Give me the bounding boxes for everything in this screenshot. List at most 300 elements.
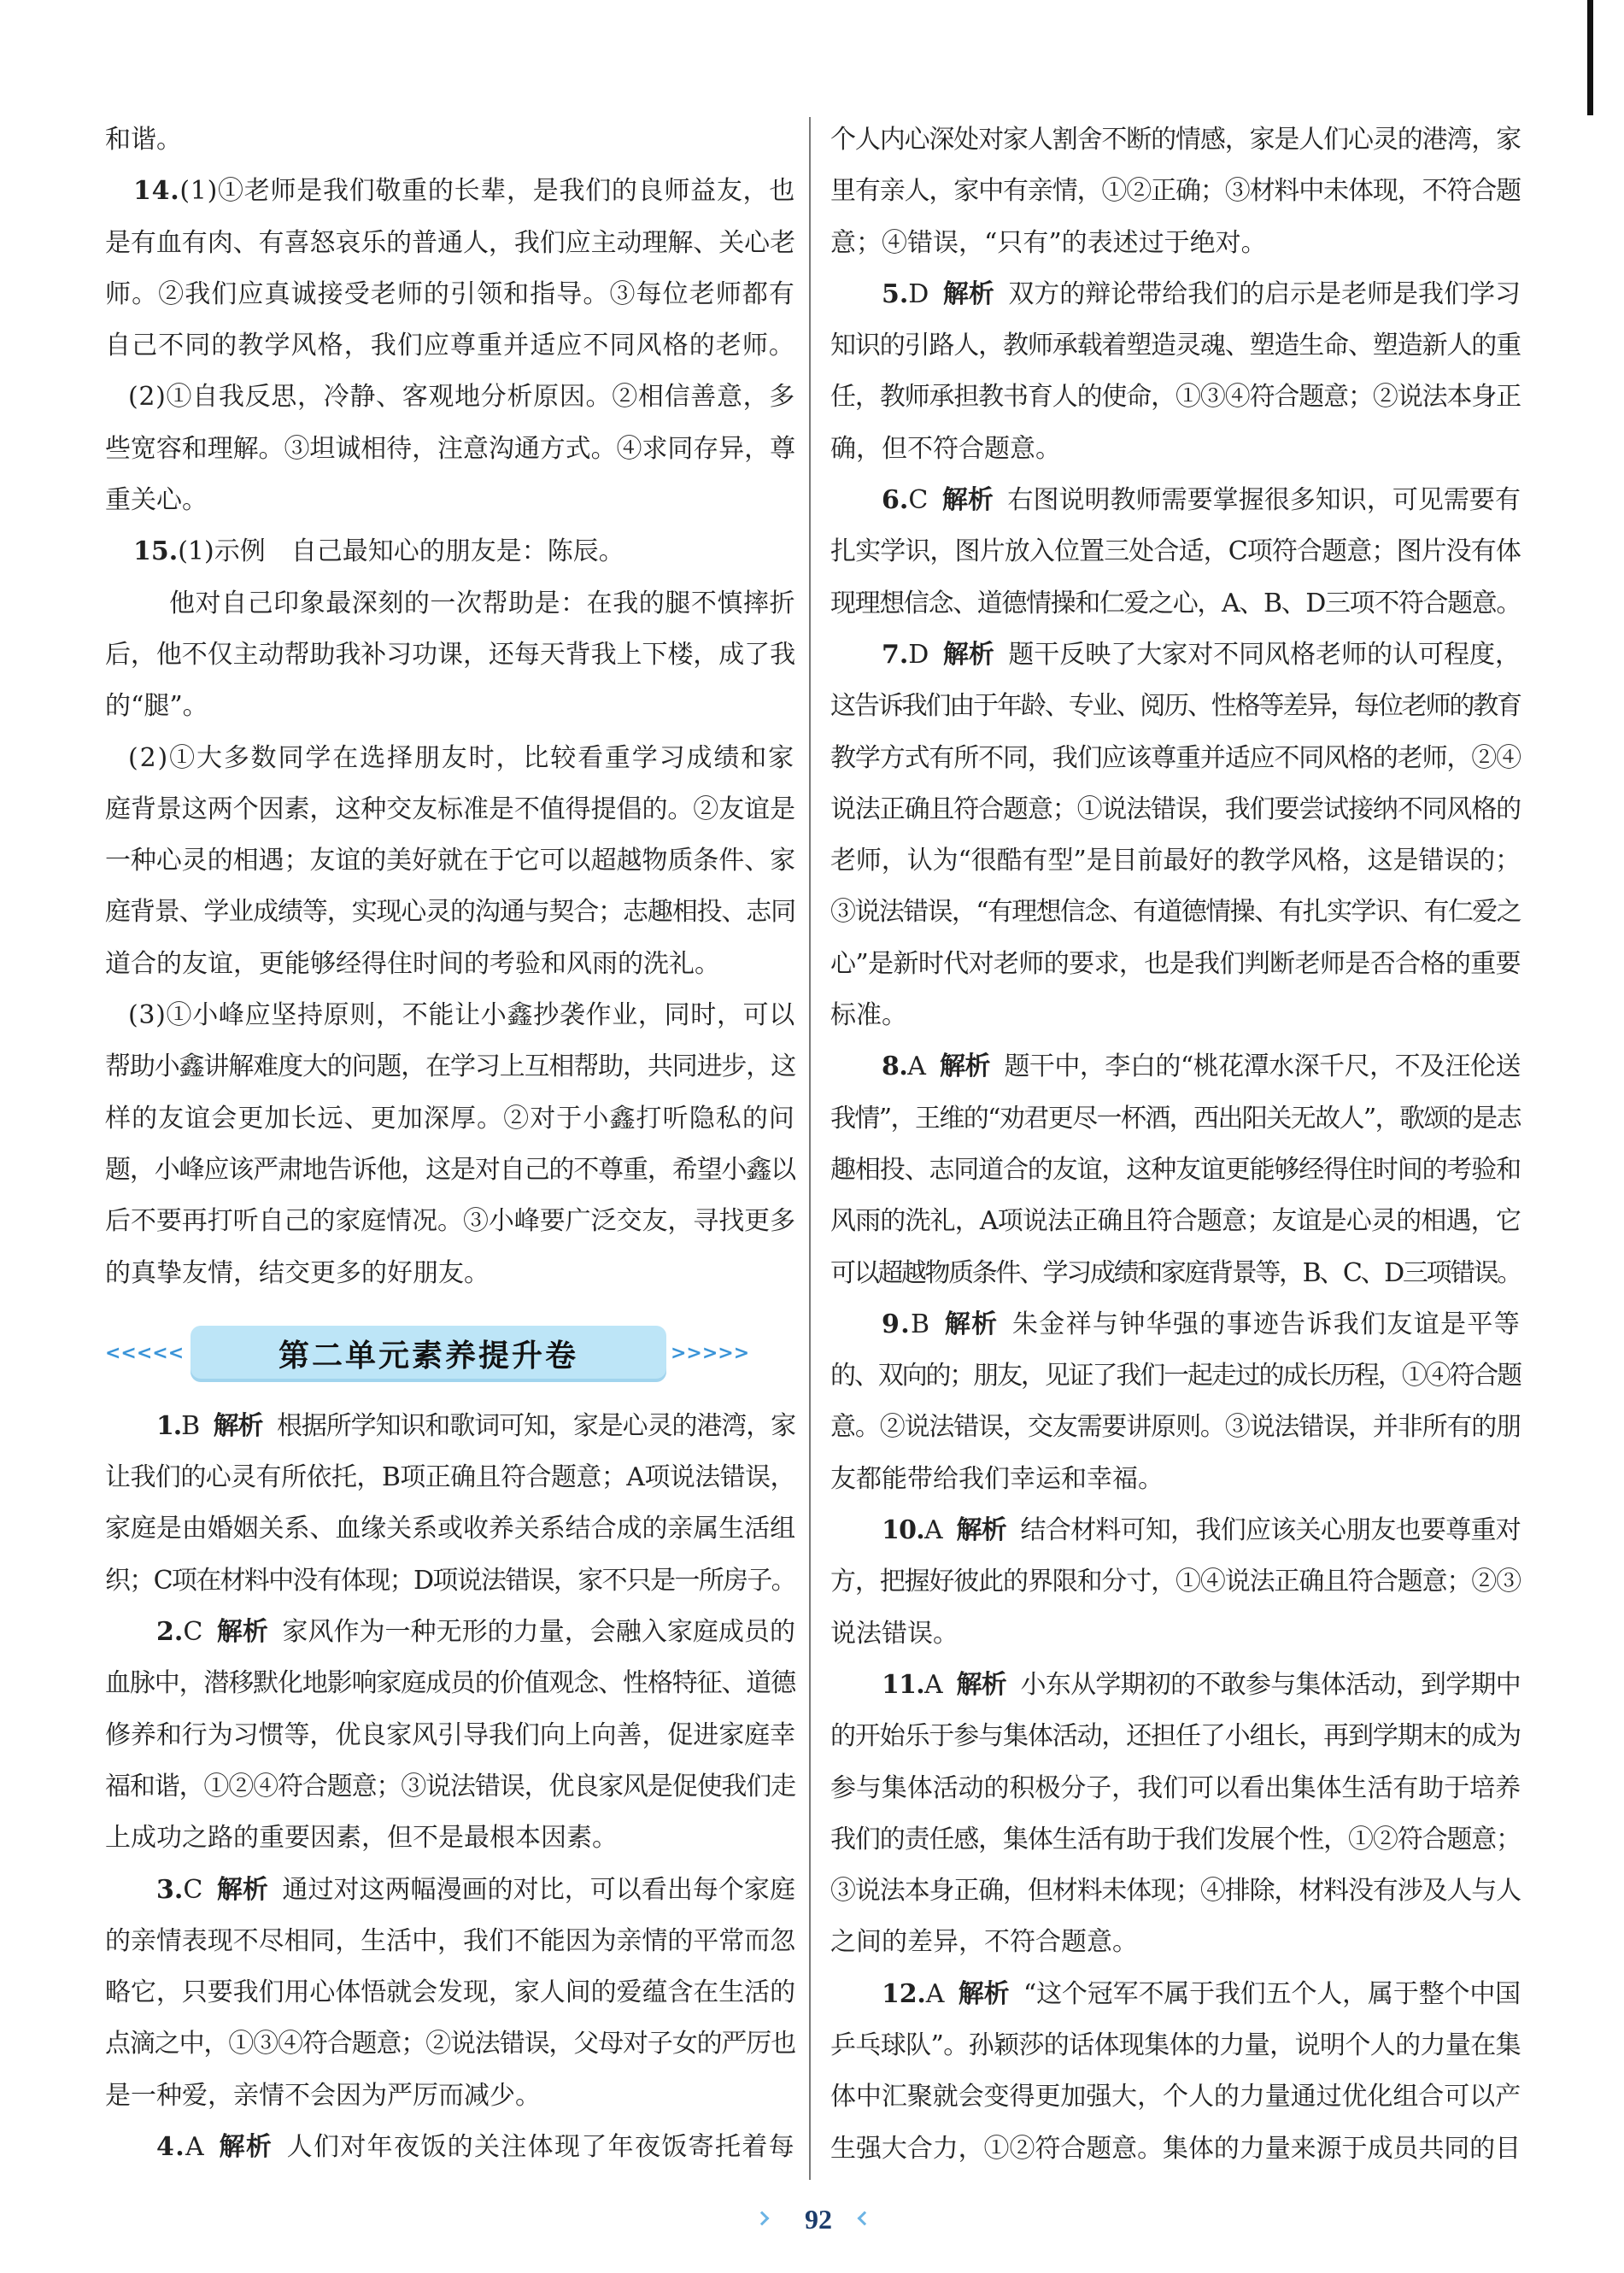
line-text: 任，教师承担教书育人的使命，①③④符合题意；②说法本身正 bbox=[830, 382, 1521, 413]
answer-choice: A bbox=[907, 1052, 926, 1082]
text-line bbox=[830, 1350, 1522, 1402]
line-content bbox=[830, 1402, 1521, 1453]
text-line bbox=[830, 784, 1522, 835]
line-text: (2)①自我反思，冷静、客观地分析原因。②相信善意，多 bbox=[128, 382, 795, 413]
text-line bbox=[830, 887, 1522, 938]
text-line bbox=[105, 1503, 797, 1555]
line-text: 双方的辩论带给我们的启示是老师是我们学习 bbox=[1008, 278, 1521, 309]
answer-item-10 bbox=[830, 1505, 1522, 1660]
line-content bbox=[830, 578, 1521, 630]
text-line bbox=[830, 733, 1522, 784]
line-text: 点滴之中，①③④符合题意；②说法错误，父母对子女的严厉也 bbox=[105, 2029, 795, 2059]
line-text: 他对自己印象最深刻的一次帮助是：在我的腿不慎摔折 bbox=[169, 588, 795, 618]
analysis-label: 解析 bbox=[942, 639, 994, 670]
page-number: 92 bbox=[805, 2204, 832, 2235]
question-14 bbox=[105, 166, 797, 372]
line-content bbox=[830, 1917, 1138, 1968]
text-line bbox=[105, 681, 797, 732]
text-line bbox=[830, 1660, 1522, 1711]
line-content bbox=[105, 835, 795, 887]
text-line bbox=[830, 424, 1522, 475]
line-content bbox=[105, 424, 795, 475]
line-content bbox=[882, 1505, 1521, 1556]
text-line bbox=[105, 1452, 797, 1503]
section-title: 第二单元素养提升卷 bbox=[278, 1339, 578, 1374]
banner-box bbox=[191, 1326, 666, 1382]
line-content bbox=[830, 1454, 1164, 1505]
text-line bbox=[105, 526, 797, 577]
line-content bbox=[830, 784, 1521, 835]
answer-choice: D bbox=[908, 278, 929, 309]
page-edge-mark bbox=[1587, 0, 1593, 115]
text-line bbox=[830, 1608, 1522, 1660]
text-line bbox=[105, 1041, 797, 1093]
analysis-label: 解析 bbox=[219, 2131, 273, 2162]
line-text: 后，他不仅主动帮助我补习功课，还每天背我上下楼，成了我 bbox=[105, 639, 795, 670]
line-text: 的亲情表现不尽相同，生活中，我们不能因为亲情的平常而忽 bbox=[105, 1925, 795, 1956]
line-content bbox=[830, 2124, 1521, 2175]
line-content bbox=[830, 2020, 1521, 2071]
text-line bbox=[830, 1454, 1522, 1505]
line-content bbox=[830, 733, 1521, 784]
analysis-label: 解析 bbox=[941, 485, 994, 516]
answer-number: 6. bbox=[882, 485, 909, 516]
text-line bbox=[830, 835, 1522, 887]
line-content bbox=[830, 424, 1061, 475]
answer-item-7 bbox=[830, 630, 1522, 1041]
text-line bbox=[105, 1710, 797, 1761]
continued-text bbox=[830, 114, 1522, 269]
line-text: 确，但不符合题意。 bbox=[830, 433, 1061, 464]
chevron-left-icon bbox=[858, 2211, 872, 2226]
answer-item-1 bbox=[105, 1401, 797, 1607]
chevron-right-icon bbox=[755, 2211, 770, 2226]
text-line bbox=[830, 1763, 1522, 1814]
line-text: 是有血有肉、有喜怒哀乐的普通人，我们应主动理解、关心老 bbox=[105, 227, 795, 258]
line-text: 题，小峰应该严肃地告诉他，这是对自己的不尊重，希望小鑫以 bbox=[105, 1154, 795, 1185]
answer-number: 4. bbox=[156, 2131, 185, 2162]
line-text: 教学方式有所不同，我们应该尊重并适应不同风格的老师，②④ bbox=[830, 742, 1521, 773]
line-text: 和谐。 bbox=[105, 125, 182, 155]
line-text: 扎实学识，图片放入位置三处合适，C项符合题意；图片没有体 bbox=[830, 536, 1521, 567]
line-text: 的“腿”。 bbox=[105, 691, 208, 722]
text-line bbox=[830, 1556, 1522, 1608]
line-text: 体中汇聚就会变得更加强大，个人的力量通过优化组合可以产 bbox=[830, 2082, 1521, 2112]
question-number: 15. bbox=[133, 536, 179, 567]
answer-item-9 bbox=[830, 1299, 1522, 1505]
answer-choice: A bbox=[924, 1515, 942, 1546]
line-content bbox=[830, 1196, 1521, 1247]
answer-choice: C bbox=[908, 485, 929, 516]
line-text: 是一种爱，亲情不会因为严厉而减少。 bbox=[105, 2080, 541, 2111]
line-text: 可以超越物质条件、学习成绩和家庭背景等，B、C、D三项错误。 bbox=[830, 1257, 1521, 1288]
line-text: 题干反映了大家对不同风格老师的认可程度， bbox=[1008, 639, 1521, 670]
text-line bbox=[830, 320, 1522, 372]
text-line bbox=[830, 475, 1522, 526]
text-line bbox=[105, 733, 797, 784]
line-content bbox=[128, 372, 795, 423]
text-line bbox=[830, 166, 1522, 217]
line-text: 乒乓球队”。孙颖莎的话体现集体的力量，说明个人的力量在集 bbox=[830, 2030, 1521, 2060]
text-line bbox=[105, 1916, 797, 1967]
line-content bbox=[105, 1967, 795, 2018]
text-line bbox=[830, 1299, 1522, 1350]
answer-choice: B bbox=[181, 1410, 200, 1441]
text-line bbox=[105, 269, 797, 320]
line-text: 右图说明教师需要掌握很多知识，可见需要有 bbox=[1007, 485, 1521, 516]
left-column-answers bbox=[105, 1401, 797, 2173]
line-content bbox=[128, 733, 795, 784]
text-line bbox=[105, 114, 797, 166]
line-content bbox=[830, 166, 1521, 217]
line-content bbox=[105, 1093, 795, 1145]
line-content bbox=[830, 939, 1521, 990]
line-content bbox=[105, 2071, 541, 2122]
line-text: 修养和行为习惯等，优良家风引导我们向上向善，促进家庭幸 bbox=[105, 1719, 795, 1750]
line-text: 家风作为一种无形的力量，会融入家庭成员的 bbox=[282, 1617, 795, 1648]
line-content bbox=[882, 269, 1521, 320]
line-content bbox=[105, 475, 208, 526]
line-text: 朱金祥与钟华强的事迹告诉我们友谊是平等 bbox=[1011, 1309, 1521, 1339]
left-column-upper-text bbox=[105, 114, 797, 1299]
line-text: “这个冠军不属于我们五个人，属于整个中国 bbox=[1023, 1978, 1521, 2009]
line-content bbox=[830, 1145, 1521, 1196]
analysis-label: 解析 bbox=[939, 1052, 990, 1082]
line-text: 之间的差异，不符合题意。 bbox=[830, 1927, 1138, 1958]
answer-number: 12. bbox=[882, 1978, 926, 2009]
line-content bbox=[105, 1710, 795, 1761]
answer-number: 5. bbox=[882, 278, 909, 309]
text-line bbox=[830, 681, 1522, 732]
line-content bbox=[105, 320, 795, 372]
answer-choice: A bbox=[185, 2131, 205, 2162]
line-text: 血脉中，潜移默化地影响家庭成员的价值观念、性格特征、道德 bbox=[105, 1668, 795, 1699]
line-text: 现理想信念、道德情操和仁爱之心，A、B、D三项不符合题意。 bbox=[830, 588, 1521, 618]
text-line bbox=[105, 1658, 797, 1709]
line-content bbox=[105, 681, 208, 732]
line-text: 这告诉我们由于年龄、专业、阅历、性格等差异，每位老师的教育 bbox=[830, 691, 1521, 722]
analysis-label: 解析 bbox=[958, 1978, 1010, 2009]
line-content bbox=[882, 475, 1521, 526]
line-content bbox=[830, 1763, 1521, 1814]
answer-number: 9. bbox=[882, 1309, 911, 1339]
answer-choice: A bbox=[924, 1669, 942, 1700]
continued-text bbox=[105, 114, 797, 166]
answer-number: 1. bbox=[156, 1410, 182, 1441]
line-text: 的开始乐于参与集体活动，还担任了小组长，再到学期末的成为 bbox=[830, 1721, 1521, 1752]
left-column bbox=[105, 114, 797, 2173]
text-line bbox=[105, 1093, 797, 1145]
line-text: 的真挚友情，结交更多的好朋友。 bbox=[105, 1257, 490, 1288]
analysis-label: 解析 bbox=[216, 1617, 268, 1648]
line-text: 织；C项在材料中没有体现；D项说法错误，家不只是一所房子。 bbox=[105, 1565, 795, 1596]
line-content bbox=[105, 114, 182, 166]
line-text: 我们的责任感，集体生活有助于我们发展个性，①②符合题意； bbox=[830, 1824, 1521, 1854]
line-text: 让我们的心灵有所依托，B项正确且符合题意；A项说法错误， bbox=[105, 1462, 795, 1493]
line-text: 友都能带给我们幸运和幸福。 bbox=[830, 1463, 1164, 1494]
line-text: 意。②说法错误，交友需要讲原则。③说法错误，并非所有的朋 bbox=[830, 1412, 1521, 1443]
line-content bbox=[830, 1350, 1521, 1402]
text-line bbox=[105, 1761, 797, 1813]
line-content bbox=[105, 1248, 490, 1299]
line-content bbox=[830, 1814, 1521, 1866]
line-content bbox=[105, 1916, 795, 1967]
line-text: (1)①老师是我们敬重的长辈，是我们的良师益友，也 bbox=[179, 176, 795, 207]
text-line bbox=[830, 1196, 1522, 1247]
line-text: 知识的引路人，教师承载着塑造灵魂、塑造生命、塑造新人的重 bbox=[830, 331, 1521, 361]
text-line bbox=[830, 114, 1522, 166]
line-content bbox=[156, 2122, 795, 2173]
line-content bbox=[105, 1503, 795, 1555]
section-banner bbox=[105, 1326, 797, 1382]
text-line bbox=[105, 1401, 797, 1452]
answer-item-6 bbox=[830, 475, 1522, 630]
line-content bbox=[105, 1658, 795, 1709]
line-text: 道合的友谊，更能够经得住时间的考验和风雨的洗礼。 bbox=[105, 948, 720, 979]
line-content bbox=[156, 1401, 795, 1452]
analysis-label: 解析 bbox=[942, 278, 994, 309]
question-15 bbox=[105, 526, 797, 577]
line-content bbox=[830, 1711, 1521, 1762]
text-line bbox=[105, 2018, 797, 2070]
text-line bbox=[830, 1505, 1522, 1556]
line-text: 小东从学期初的不敢参与集体活动，到学期中 bbox=[1020, 1669, 1521, 1700]
text-line bbox=[830, 1814, 1522, 1866]
line-text: 根据所学知识和歌词可知，家是心灵的港湾，家 bbox=[276, 1410, 796, 1441]
line-text: 福和谐，①②④符合题意；③说法错误，优良家风是促使我们走 bbox=[105, 1771, 795, 1801]
line-content bbox=[156, 1607, 795, 1658]
text-line bbox=[105, 784, 797, 835]
line-content bbox=[830, 887, 1521, 938]
text-line bbox=[830, 269, 1522, 320]
column-divider bbox=[809, 117, 811, 2180]
line-text: 帮助小鑫讲解难度大的问题，在学习上互相帮助，共同进步，这 bbox=[105, 1052, 795, 1082]
line-content bbox=[105, 2018, 795, 2070]
answer-number: 7. bbox=[882, 639, 909, 670]
line-content bbox=[830, 372, 1521, 423]
analysis-label: 解析 bbox=[944, 1309, 999, 1339]
text-line bbox=[830, 1041, 1522, 1093]
line-content bbox=[882, 1660, 1521, 1711]
line-content bbox=[128, 990, 795, 1041]
line-text: 里有亲人，家中有亲情，①②正确；③材料中未体现，不符合题 bbox=[830, 176, 1521, 207]
line-content bbox=[133, 166, 795, 217]
text-line bbox=[105, 1813, 797, 1864]
line-text: 通过对这两幅漫画的对比，可以看出每个家庭 bbox=[282, 1874, 795, 1905]
answer-number: 2. bbox=[156, 1617, 184, 1648]
line-content bbox=[882, 1041, 1521, 1093]
text-line bbox=[830, 1917, 1522, 1968]
line-text: 师。②我们应真诚接受老师的引领和指导。③每位老师都有 bbox=[105, 278, 795, 309]
answer-choice: D bbox=[908, 639, 929, 670]
text-line bbox=[105, 1967, 797, 2018]
text-line bbox=[105, 835, 797, 887]
line-content bbox=[830, 218, 1267, 269]
line-text: 人们对年夜饭的关注体现了年夜饭寄托着每 bbox=[286, 2131, 796, 2162]
sub-answer bbox=[105, 733, 797, 990]
line-text: 结合材料可知，我们应该关心朋友也要尊重对 bbox=[1020, 1515, 1521, 1546]
line-text: 略它，只要我们用心体悟就会发现，家人间的爱蕴含在生活的 bbox=[105, 1977, 795, 2008]
answer-number: 3. bbox=[156, 1874, 184, 1905]
line-content bbox=[830, 2071, 1521, 2123]
line-content bbox=[830, 1248, 1521, 1299]
text-line bbox=[830, 218, 1522, 269]
line-text: 心”是新时代对老师的要求，也是我们判断老师是否合格的重要 bbox=[830, 948, 1521, 979]
line-content bbox=[133, 526, 624, 577]
text-line bbox=[830, 630, 1522, 681]
line-text: (1)示例 自己最知心的朋友是：陈辰。 bbox=[178, 536, 624, 567]
analysis-label: 解析 bbox=[216, 1874, 268, 1905]
answer-choice: B bbox=[910, 1309, 931, 1339]
line-text: 说法正确且符合题意；①说法错误，我们要尝试接纳不同风格的 bbox=[830, 794, 1521, 824]
text-line bbox=[830, 2020, 1522, 2071]
line-content bbox=[105, 784, 795, 835]
line-text: 意；④错误，“只有”的表述过于绝对。 bbox=[830, 227, 1267, 258]
text-line bbox=[105, 166, 797, 217]
text-line bbox=[830, 526, 1522, 577]
line-text: 上成功之路的重要因素，但不是最根本因素。 bbox=[105, 1823, 618, 1854]
line-content bbox=[830, 1866, 1521, 1917]
banner-right-chevrons-icon: >>>>> bbox=[671, 1342, 750, 1364]
text-line bbox=[830, 372, 1522, 423]
line-text: 的、双向的；朋友，见证了我们一起走过的成长历程，①④符合题 bbox=[830, 1361, 1521, 1391]
line-content bbox=[830, 320, 1521, 372]
text-line bbox=[105, 2122, 797, 2173]
text-line bbox=[105, 1865, 797, 1916]
text-line bbox=[105, 1248, 797, 1299]
answer-choice: A bbox=[925, 1978, 945, 2009]
analysis-label: 解析 bbox=[956, 1515, 1007, 1546]
line-content bbox=[830, 1093, 1521, 1145]
line-text: 重关心。 bbox=[105, 485, 208, 516]
answer-item-5 bbox=[830, 269, 1522, 475]
text-line bbox=[105, 424, 797, 475]
line-text: 题干中，李白的“桃花潭水深千尺，不及汪伦送 bbox=[1004, 1052, 1521, 1082]
line-text: 自己不同的教学风格，我们应尊重并适应不同风格的老师。 bbox=[105, 331, 795, 361]
line-content bbox=[882, 1969, 1521, 2020]
text-line bbox=[105, 1555, 797, 1607]
line-content bbox=[105, 1196, 795, 1247]
line-content bbox=[830, 526, 1521, 577]
right-column bbox=[830, 114, 1522, 2175]
answer-item-11 bbox=[830, 1660, 1522, 1969]
line-content bbox=[105, 1761, 795, 1813]
text-line bbox=[830, 1711, 1522, 1762]
question-number: 14. bbox=[133, 176, 180, 207]
text-line bbox=[830, 2071, 1522, 2123]
answer-item-12 bbox=[830, 1969, 1522, 2175]
answer-number: 10. bbox=[882, 1515, 925, 1546]
answer-choice: C bbox=[183, 1617, 203, 1648]
text-line bbox=[830, 1145, 1522, 1196]
line-content bbox=[169, 578, 795, 630]
text-line bbox=[830, 578, 1522, 630]
text-line bbox=[830, 990, 1522, 1041]
answer-item-3 bbox=[105, 1865, 797, 2122]
line-text: 后不要再打听自己的家庭情况。③小峰要广泛交友，寻找更多 bbox=[105, 1206, 795, 1237]
text-line bbox=[830, 1866, 1522, 1917]
text-line bbox=[830, 2124, 1522, 2175]
line-text: (3)①小峰应坚持原则，不能让小鑫抄袭作业，同时，可以 bbox=[128, 1000, 795, 1031]
text-line bbox=[105, 578, 797, 630]
answer-item-2 bbox=[105, 1607, 797, 1864]
example-paragraph bbox=[105, 578, 797, 733]
line-text: 生强大合力，①②符合题意。集体的力量来源于成员共同的目 bbox=[830, 2133, 1521, 2164]
answer-item-8 bbox=[830, 1041, 1522, 1298]
line-content bbox=[830, 681, 1521, 732]
text-line bbox=[105, 475, 797, 526]
line-text: 庭背景这两个因素，这种交友标准是不值得提倡的。②友谊是 bbox=[105, 794, 795, 824]
line-content bbox=[105, 887, 795, 938]
text-line bbox=[105, 2071, 797, 2122]
line-text: 样的友谊会更加长远、更加深厚。②对于小鑫打听隐私的问 bbox=[105, 1103, 795, 1134]
line-content bbox=[105, 1041, 795, 1093]
line-content bbox=[105, 1813, 618, 1864]
line-content bbox=[105, 1145, 795, 1196]
line-text: 家庭是由婚姻关系、血缘关系或收养关系结合成的亲属生活组 bbox=[105, 1514, 795, 1544]
text-line bbox=[830, 1248, 1522, 1299]
line-content bbox=[830, 990, 907, 1041]
line-text: 庭背景、学业成绩等，实现心灵的沟通与契合；志趣相投、志同 bbox=[105, 897, 795, 928]
line-text: 趣相投、志同道合的友谊，这种友谊更能够经得住时间的考验和 bbox=[830, 1154, 1521, 1185]
line-text: 参与集体活动的积极分子，我们可以看出集体生活有助于培养 bbox=[830, 1772, 1521, 1803]
text-line bbox=[830, 1969, 1522, 2020]
line-text: 风雨的洗礼，A项说法正确且符合题意；友谊是心灵的相遇，它 bbox=[830, 1206, 1521, 1237]
line-content bbox=[830, 114, 1521, 166]
line-content bbox=[105, 1452, 795, 1503]
text-line bbox=[830, 1093, 1522, 1145]
text-line bbox=[105, 887, 797, 938]
text-line bbox=[105, 1196, 797, 1247]
line-text: 说法错误。 bbox=[830, 1618, 959, 1649]
line-text: 老师，认为“很酷有型”是目前最好的教学风格，这是错误的； bbox=[830, 846, 1521, 876]
sub-answer bbox=[105, 990, 797, 1299]
answer-item-4 bbox=[105, 2122, 797, 2173]
text-line bbox=[105, 372, 797, 423]
text-line bbox=[830, 1402, 1522, 1453]
text-line bbox=[105, 1607, 797, 1658]
line-content bbox=[105, 269, 795, 320]
line-text: 方，把握好彼此的界限和分寸，①④说法正确且符合题意；②③ bbox=[830, 1567, 1521, 1597]
line-text: 标准。 bbox=[830, 1000, 907, 1031]
sub-answer bbox=[105, 372, 797, 526]
line-content bbox=[830, 1608, 959, 1660]
line-text: 一种心灵的相遇；友谊的美好就在于它可以超越物质条件、家 bbox=[105, 846, 795, 876]
line-content bbox=[105, 939, 720, 990]
text-line bbox=[105, 1145, 797, 1196]
line-text: 我情”，王维的“劝君更尽一杯酒，西出阳关无故人”，歌颂的是志 bbox=[830, 1103, 1521, 1134]
line-text: 个人内心深处对家人割舍不断的情感，家是人们心灵的港湾，家 bbox=[830, 125, 1521, 155]
line-text: ③说法本身正确，但材料未体现；④排除，材料没有涉及人与人 bbox=[830, 1876, 1521, 1907]
answer-number: 8. bbox=[882, 1052, 908, 1082]
line-content bbox=[105, 630, 795, 681]
line-content bbox=[882, 630, 1521, 681]
text-line bbox=[105, 218, 797, 269]
line-content bbox=[156, 1865, 795, 1916]
line-content bbox=[105, 218, 795, 269]
answer-choice: C bbox=[183, 1874, 203, 1905]
text-line bbox=[830, 939, 1522, 990]
line-content bbox=[105, 1555, 795, 1607]
analysis-label: 解析 bbox=[213, 1410, 263, 1441]
line-content bbox=[830, 1556, 1521, 1608]
banner-left-chevrons-icon: <<<<< bbox=[105, 1342, 185, 1364]
text-line bbox=[105, 990, 797, 1041]
line-content bbox=[830, 835, 1521, 887]
answer-number: 11. bbox=[882, 1669, 925, 1700]
analysis-label: 解析 bbox=[956, 1669, 1007, 1700]
line-text: (2)①大多数同学在选择朋友时，比较看重学习成绩和家 bbox=[128, 742, 795, 773]
